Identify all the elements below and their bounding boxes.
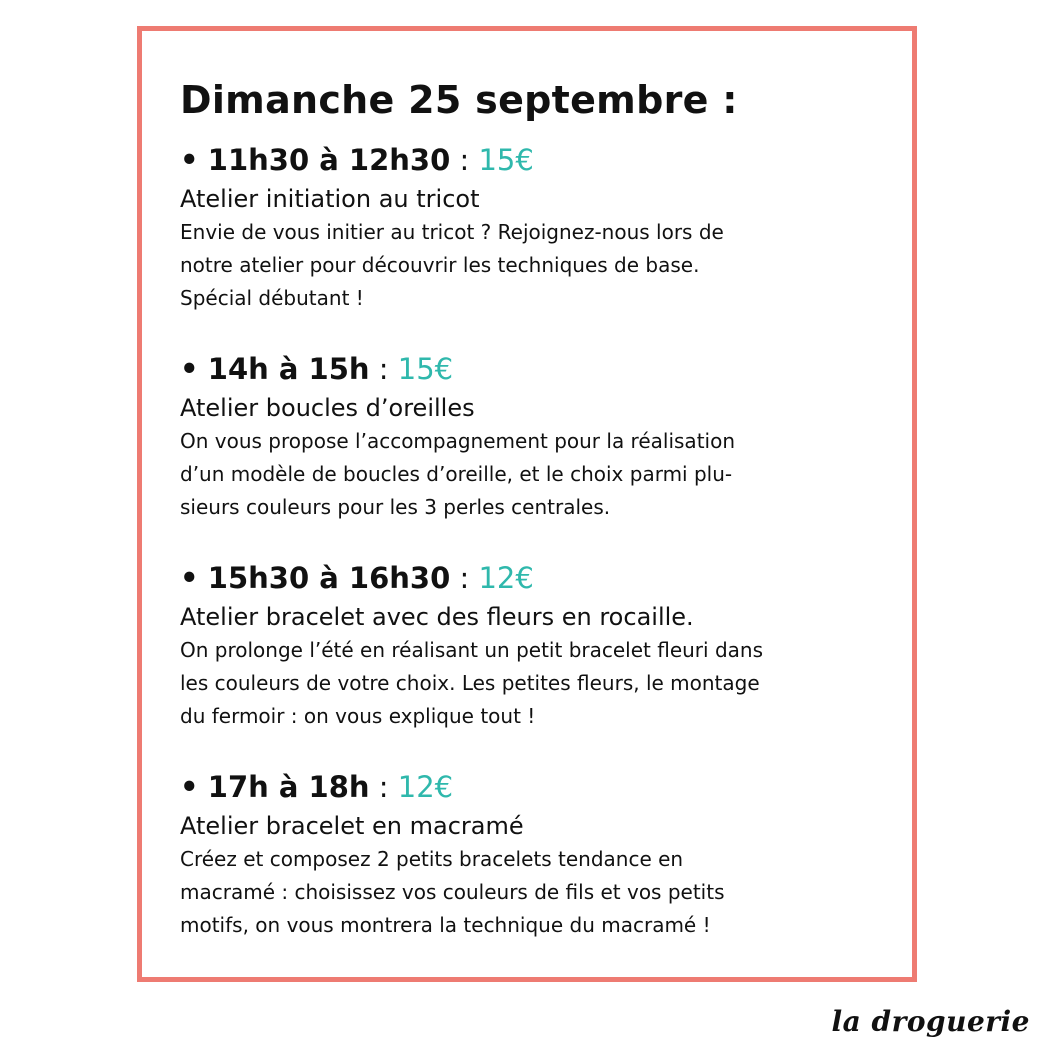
separator: : bbox=[459, 143, 470, 177]
bullet-icon: • bbox=[180, 561, 199, 595]
session-heading bbox=[180, 558, 880, 598]
session-price: 15€ bbox=[478, 143, 534, 177]
description-line: On vous propose l’accompagnement pour la réalisation bbox=[180, 429, 735, 453]
separator: : bbox=[378, 352, 389, 386]
bullet-icon: • bbox=[180, 770, 199, 804]
description-line: Spécial débutant ! bbox=[180, 286, 364, 310]
session-price: 12€ bbox=[478, 561, 534, 595]
session-item bbox=[180, 558, 880, 733]
separator: : bbox=[378, 770, 389, 804]
description-line: sieurs couleurs pour les 3 perles centrales. bbox=[180, 495, 611, 519]
session-time: 11h30 à 12h30 bbox=[207, 143, 451, 177]
description-line: d’un modèle de boucles d’oreille, et le choix parmi plu- bbox=[180, 462, 733, 486]
description-line: notre atelier pour découvrir les techniques de base. bbox=[180, 253, 700, 277]
session-description bbox=[180, 634, 880, 733]
session-item bbox=[180, 140, 880, 315]
description-line: motifs, on vous montrera la technique du macramé ! bbox=[180, 913, 711, 937]
session-description bbox=[180, 425, 880, 524]
bullet-icon: • bbox=[180, 143, 199, 177]
session-title: Atelier bracelet en macramé bbox=[180, 812, 524, 840]
session-title: Atelier bracelet avec des fleurs en rocaille. bbox=[180, 603, 694, 631]
session-heading bbox=[180, 140, 880, 180]
description-line: les couleurs de votre choix. Les petites fleurs, le montage bbox=[180, 671, 760, 695]
session-time: 15h30 à 16h30 bbox=[207, 561, 451, 595]
session-price: 12€ bbox=[397, 770, 454, 804]
session-item bbox=[180, 767, 880, 942]
session-item bbox=[180, 349, 880, 524]
description-line: macramé : choisissez vos couleurs de fils et vos petits bbox=[180, 880, 725, 904]
session-title: Atelier boucles d’oreilles bbox=[180, 394, 475, 422]
session-price: 15€ bbox=[397, 352, 454, 386]
session-title: Atelier initiation au tricot bbox=[180, 185, 480, 213]
session-heading bbox=[180, 767, 880, 807]
schedule-content bbox=[180, 72, 880, 976]
day-title: Dimanche 25 septembre : bbox=[180, 78, 738, 122]
brand-logo: la droguerie bbox=[831, 1005, 1030, 1038]
session-heading bbox=[180, 349, 880, 389]
session-description bbox=[180, 843, 880, 942]
description-line: On prolonge l’été en réalisant un petit bracelet fleuri dans bbox=[180, 638, 763, 662]
session-description bbox=[180, 216, 880, 315]
description-line: du fermoir : on vous explique tout ! bbox=[180, 704, 536, 728]
separator: : bbox=[459, 561, 470, 595]
session-time: 14h à 15h bbox=[207, 352, 370, 386]
description-line: Envie de vous initier au tricot ? Rejoignez-nous lors de bbox=[180, 220, 724, 244]
description-line: Créez et composez 2 petits bracelets tendance en bbox=[180, 847, 684, 871]
session-time: 17h à 18h bbox=[207, 770, 370, 804]
bullet-icon: • bbox=[180, 352, 199, 386]
